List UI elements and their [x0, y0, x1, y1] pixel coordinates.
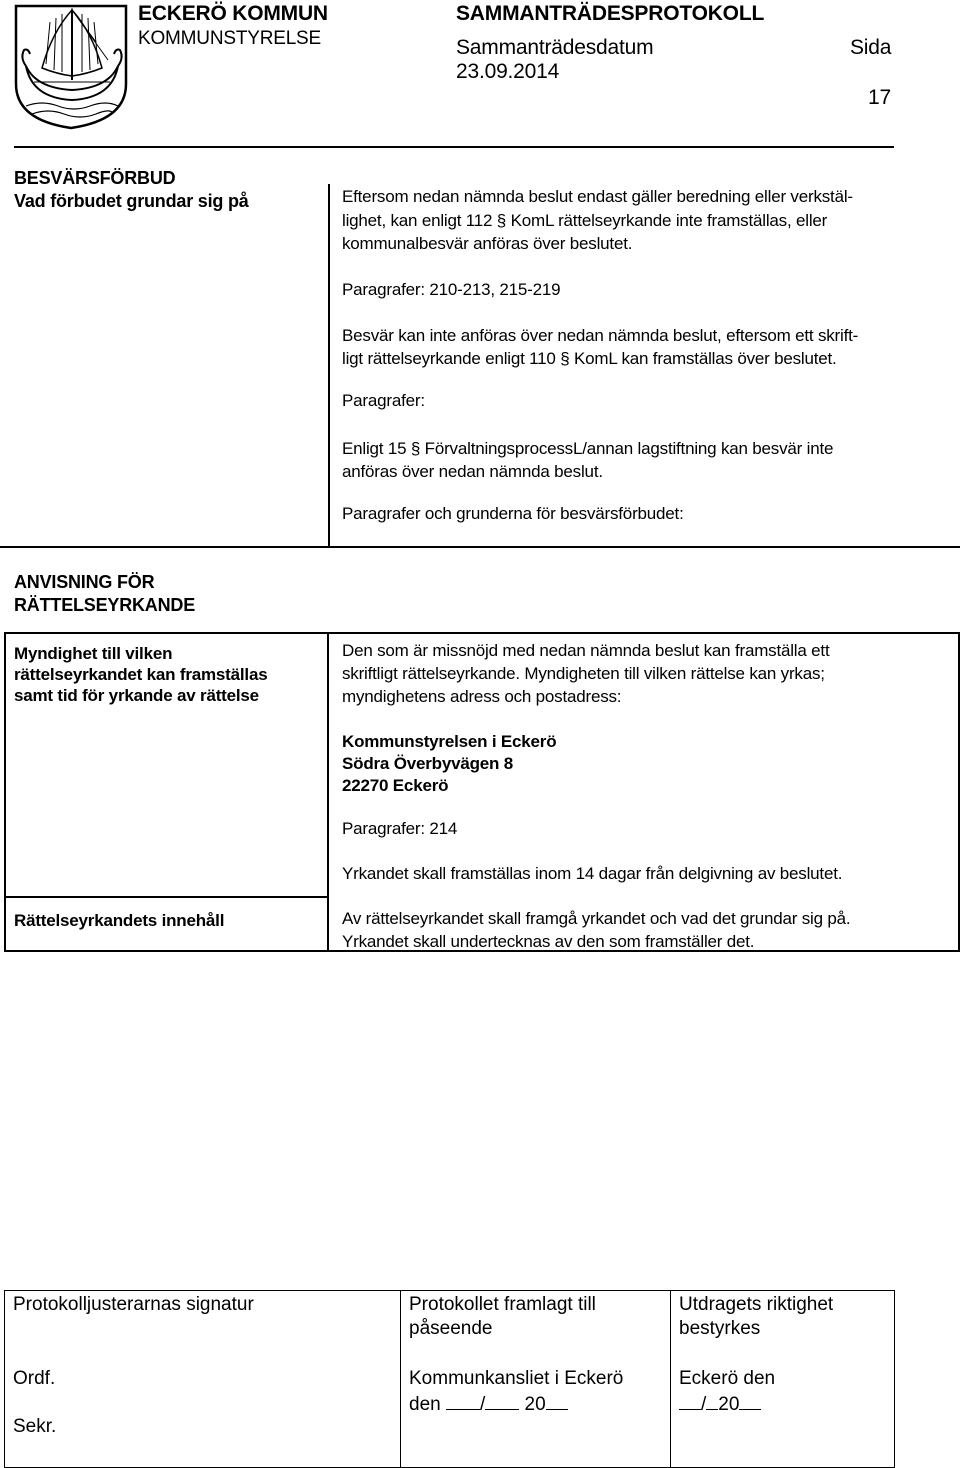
- header-rule: [14, 146, 894, 148]
- p2-paragrafer: Paragrafer:: [342, 391, 425, 410]
- content-line2: Yrkandet skall undertecknas av den som framställer det.: [342, 932, 755, 951]
- authority-label-line3: samt tid för yrkande av rättelse: [14, 686, 259, 705]
- anvisning-divider: [327, 632, 329, 952]
- address-line3: 22270 Eckerö: [342, 776, 449, 795]
- bestyrkes-title-line1: Utdragets riktighet: [679, 1294, 834, 1315]
- framlagt-month-blank[interactable]: [485, 1391, 519, 1410]
- authority-text-line2: skriftligt rättelseyrkande. Myndigheten till vilken rättelse kan yrkas;: [342, 664, 825, 683]
- p1-line3: kommunalbesvär anföras över beslutet.: [342, 234, 633, 253]
- page-label: Sida: [850, 36, 892, 59]
- address-line2: Södra Överbyvägen 8: [342, 754, 513, 773]
- bestyrkes-day-blank[interactable]: [679, 1391, 701, 1410]
- p3-line1: Enligt 15 § FörvaltningsprocessL/annan lagstiftning kan besvär inte: [342, 439, 834, 458]
- sekr-label: Sekr.: [13, 1416, 57, 1437]
- framlagt-day-blank[interactable]: [446, 1391, 480, 1410]
- p3-paragrafer: Paragrafer och grunderna för besvärsförbudet:: [342, 504, 684, 523]
- municipality-logo: [12, 2, 130, 130]
- anvisning-heading-line2: RÄTTELSEYRKANDE: [14, 595, 196, 615]
- bestyrkes-date-line: [679, 1391, 761, 1417]
- signature-cell-framlagt: [401, 1291, 671, 1468]
- bestyrkes-place: Eckerö den: [679, 1368, 776, 1389]
- p1-line1: Eftersom nedan nämnda beslut endast gäller beredning eller verkstäl-: [342, 187, 853, 206]
- section-rule: [0, 546, 960, 548]
- anvisning-heading-line1: ANVISNING FÖR: [14, 572, 155, 592]
- deadline-text: Yrkandet skall framställas inom 14 dagar från delgivning av beslutet.: [342, 864, 843, 883]
- bestyrkes-year: 20: [718, 1394, 740, 1415]
- content-label: Rättelseyrkandets innehåll: [14, 911, 225, 930]
- address-line1: Kommunstyrelsen i Eckerö: [342, 732, 557, 751]
- bestyrkes-slash: /: [701, 1394, 707, 1415]
- framlagt-title-line1: Protokollet framlagt till: [409, 1294, 596, 1315]
- framlagt-year-blank[interactable]: [546, 1391, 568, 1410]
- authority-label-line1: Myndighet till vilken: [14, 644, 173, 663]
- label-separator: [4, 896, 328, 898]
- p2-line1: Besvär kan inte anföras över nedan nämnda beslut, eftersom ett skrift-: [342, 326, 859, 345]
- anvisning-paragrafer: Paragrafer: 214: [342, 819, 458, 838]
- body-name: KOMMUNSTYRELSE: [138, 28, 322, 49]
- bestyrkes-year-blank[interactable]: [739, 1391, 761, 1410]
- date-label: Sammanträdesdatum: [456, 36, 654, 59]
- p3-line2: anföras över nedan nämnda beslut.: [342, 462, 603, 481]
- justerare-title: Protokolljusterarnas signatur: [13, 1294, 254, 1315]
- framlagt-office: Kommunkansliet i Eckerö: [409, 1368, 624, 1389]
- p2-line2: ligt rättelseyrkande enligt 110 § KomL kan framställas över beslutet.: [342, 349, 837, 368]
- bestyrkes-title-line2: bestyrkes: [679, 1318, 761, 1339]
- framlagt-den: den: [409, 1394, 441, 1415]
- document-type: SAMMANTRÄDESPROTOKOLL: [456, 2, 765, 25]
- signature-cell-justerare: [5, 1291, 401, 1468]
- date-value: 23.09.2014: [456, 60, 560, 83]
- framlagt-year: 20: [524, 1394, 546, 1415]
- ordf-label: Ordf.: [13, 1368, 56, 1389]
- authority-text-line3: myndighetens adress och postadress:: [342, 687, 622, 706]
- municipality-name: ECKERÖ KOMMUN: [138, 2, 328, 25]
- p1-paragrafer: Paragrafer: 210-213, 215-219: [342, 280, 561, 299]
- page-number: 17: [868, 86, 891, 109]
- besvarsforbud-subheading: Vad förbudet grundar sig på: [14, 191, 249, 211]
- framlagt-date-line: [409, 1391, 568, 1417]
- signature-table: [4, 1290, 895, 1468]
- bestyrkes-month-blank[interactable]: [706, 1391, 718, 1410]
- authority-label-line2: rättelseyrkandet kan framställas: [14, 665, 268, 684]
- framlagt-slash: /: [479, 1394, 486, 1415]
- signature-cell-bestyrkes: [671, 1291, 895, 1468]
- authority-text-line1: Den som är missnöjd med nedan nämnda beslut kan framställa ett: [342, 641, 830, 660]
- framlagt-title-line2: påseende: [409, 1318, 493, 1339]
- p1-line2: lighet, kan enligt 112 § KomL rättelseyrkande inte framställas, eller: [342, 211, 828, 230]
- ship-emblem-icon: [12, 2, 130, 130]
- besvarsforbud-heading: BESVÄRSFÖRBUD: [14, 168, 176, 188]
- content-line1: Av rättelseyrkandet skall framgå yrkandet och vad det grundar sig på.: [342, 909, 851, 928]
